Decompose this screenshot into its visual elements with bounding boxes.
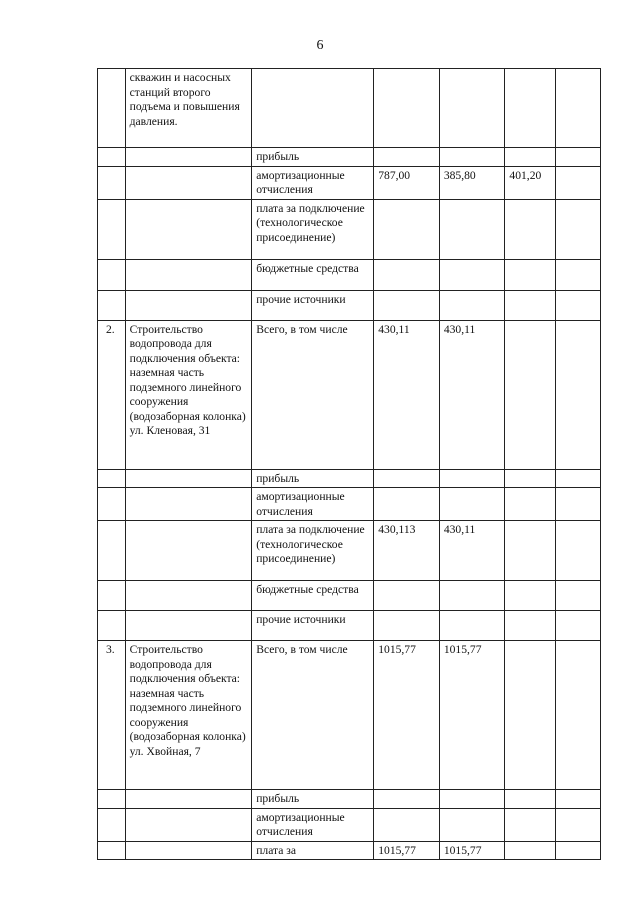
project-name-cell (125, 290, 252, 320)
item-number-cell (98, 841, 126, 860)
year-3-cell (556, 808, 601, 841)
table-row (98, 320, 601, 469)
item-number-cell (98, 581, 126, 611)
table-row (98, 581, 601, 611)
table-row (98, 69, 601, 148)
year-3-cell (556, 320, 601, 469)
project-name-cell (125, 521, 252, 581)
year-3-cell (556, 469, 601, 488)
year-3-cell (556, 166, 601, 199)
item-number-cell (98, 290, 126, 320)
total-cost-cell (374, 808, 440, 841)
year-3-cell (556, 790, 601, 809)
project-name-cell (125, 808, 252, 841)
total-cost-cell: 1015,77 (374, 641, 440, 790)
total-cost-cell (374, 611, 440, 641)
funding-source-cell: прочие источники (252, 290, 374, 320)
year-1-cell (439, 259, 505, 290)
project-name-cell (125, 148, 252, 167)
year-2-cell (505, 841, 556, 860)
project-name-cell (125, 488, 252, 521)
table-row (98, 521, 601, 581)
total-cost-cell (374, 488, 440, 521)
item-number-cell (98, 166, 126, 199)
investment-table (97, 68, 601, 860)
year-3-cell (556, 641, 601, 790)
project-name-cell (125, 259, 252, 290)
total-cost-cell (374, 581, 440, 611)
table-row (98, 290, 601, 320)
funding-source-cell: плата за (252, 841, 374, 860)
year-2-cell: 401,20 (505, 166, 556, 199)
year-1-cell (439, 469, 505, 488)
item-number-cell (98, 69, 126, 148)
table-row (98, 641, 601, 790)
total-cost-cell: 430,11 (374, 320, 440, 469)
item-number-cell: 2. (98, 320, 126, 469)
project-name-cell (125, 469, 252, 488)
year-1-cell (439, 69, 505, 148)
table-row (98, 199, 601, 259)
item-number-cell (98, 469, 126, 488)
funding-source-cell: амортизационные отчисления (252, 808, 374, 841)
total-cost-cell: 787,00 (374, 166, 440, 199)
table-row (98, 488, 601, 521)
table-row (98, 259, 601, 290)
year-1-cell (439, 581, 505, 611)
item-number-cell (98, 611, 126, 641)
funding-source-cell: прочие источники (252, 611, 374, 641)
year-1-cell (439, 808, 505, 841)
year-1-cell (439, 611, 505, 641)
funding-source-cell (252, 69, 374, 148)
funding-source-cell: плата за подключение (технологическое присоединение) (252, 521, 374, 581)
year-1-cell (439, 488, 505, 521)
year-1-cell (439, 790, 505, 809)
project-name-cell (125, 581, 252, 611)
project-name-cell: скважин и насосных станций второго подъема и повышения давления. (125, 69, 252, 148)
project-name-cell: Строительство водопровода для подключения объекта: наземная часть подземного линейного сооружения (водозаборная колонка) ул. Кленовая, 31 (125, 320, 252, 469)
year-3-cell (556, 841, 601, 860)
item-number-cell (98, 521, 126, 581)
total-cost-cell: 1015,77 (374, 841, 440, 860)
funding-source-cell: плата за подключение (технологическое присоединение) (252, 199, 374, 259)
year-1-cell (439, 290, 505, 320)
item-number-cell: 3. (98, 641, 126, 790)
year-3-cell (556, 290, 601, 320)
project-name-cell (125, 199, 252, 259)
year-3-cell (556, 69, 601, 148)
year-2-cell (505, 581, 556, 611)
total-cost-cell (374, 469, 440, 488)
year-2-cell (505, 808, 556, 841)
year-1-cell: 1015,77 (439, 841, 505, 860)
table-row (98, 611, 601, 641)
total-cost-cell (374, 69, 440, 148)
year-2-cell (505, 611, 556, 641)
year-3-cell (556, 581, 601, 611)
page-number: 6 (316, 38, 324, 53)
year-1-cell (439, 148, 505, 167)
project-name-cell: Строительство водопровода для подключения объекта: наземная часть подземного линейного сооружения (водозаборная колонка) ул. Хвойная, 7 (125, 641, 252, 790)
year-2-cell (505, 199, 556, 259)
item-number-cell (98, 488, 126, 521)
year-2-cell (505, 488, 556, 521)
total-cost-cell (374, 148, 440, 167)
year-2-cell (505, 790, 556, 809)
project-name-cell (125, 841, 252, 860)
project-name-cell (125, 166, 252, 199)
table-row (98, 790, 601, 809)
year-3-cell (556, 259, 601, 290)
total-cost-cell (374, 259, 440, 290)
total-cost-cell (374, 290, 440, 320)
year-1-cell: 430,11 (439, 320, 505, 469)
year-3-cell (556, 611, 601, 641)
funding-source-cell: Всего, в том числе (252, 641, 374, 790)
total-cost-cell (374, 790, 440, 809)
year-2-cell (505, 290, 556, 320)
total-cost-cell: 430,113 (374, 521, 440, 581)
item-number-cell (98, 199, 126, 259)
year-3-cell (556, 199, 601, 259)
table-row (98, 148, 601, 167)
item-number-cell (98, 790, 126, 809)
funding-source-cell: Всего, в том числе (252, 320, 374, 469)
table-body (98, 69, 601, 860)
funding-source-cell: прибыль (252, 148, 374, 167)
year-1-cell: 430,11 (439, 521, 505, 581)
year-3-cell (556, 488, 601, 521)
table-row (98, 166, 601, 199)
year-2-cell (505, 521, 556, 581)
year-1-cell: 385,80 (439, 166, 505, 199)
project-name-cell (125, 790, 252, 809)
funding-source-cell: прибыль (252, 790, 374, 809)
year-2-cell (505, 641, 556, 790)
table-row (98, 469, 601, 488)
table-row (98, 808, 601, 841)
year-3-cell (556, 521, 601, 581)
year-1-cell (439, 199, 505, 259)
year-3-cell (556, 148, 601, 167)
year-1-cell: 1015,77 (439, 641, 505, 790)
year-2-cell (505, 259, 556, 290)
item-number-cell (98, 148, 126, 167)
year-2-cell (505, 148, 556, 167)
total-cost-cell (374, 199, 440, 259)
year-2-cell (505, 469, 556, 488)
table-row (98, 841, 601, 860)
funding-source-cell: бюджетные средства (252, 259, 374, 290)
year-2-cell (505, 69, 556, 148)
project-name-cell (125, 611, 252, 641)
funding-source-cell: амортизационные отчисления (252, 166, 374, 199)
item-number-cell (98, 259, 126, 290)
year-2-cell (505, 320, 556, 469)
funding-source-cell: прибыль (252, 469, 374, 488)
funding-source-cell: амортизационные отчисления (252, 488, 374, 521)
funding-source-cell: бюджетные средства (252, 581, 374, 611)
item-number-cell (98, 808, 126, 841)
